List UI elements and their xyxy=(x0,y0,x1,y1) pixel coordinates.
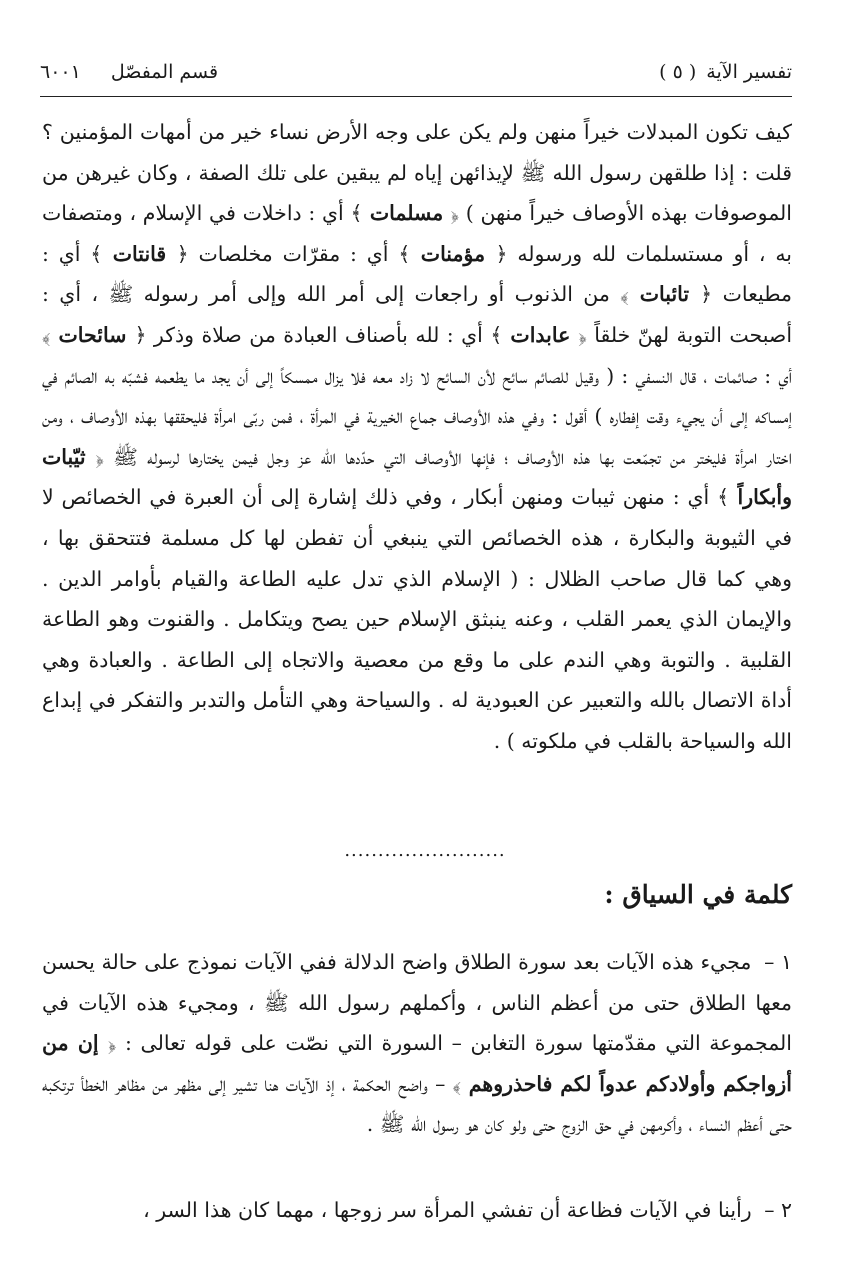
text-segment: كيف تكون المبدلات خيراً منهن ولم يكن على وجه الأرض نساء خير من أمهات المؤمنين ؟ قلت : إذا طلقهن رسول الله ﷺ لإيذائهن إياه لم يبقين على تلك الصفة ، وكان غيرهن من الموصوفات بهذه الأوصاف خيراً منهن ) xyxy=(42,120,793,226)
main-paragraph xyxy=(42,112,792,762)
list-item xyxy=(42,1190,792,1231)
bracket-open: ﴿ xyxy=(578,322,587,347)
running-header xyxy=(40,52,792,92)
text-segment: أي : مطيعات xyxy=(42,241,792,307)
term-text: سائحات xyxy=(58,322,127,347)
list-item xyxy=(42,942,792,1145)
section-separator: ........................ xyxy=(344,840,506,861)
term-text: تائبات xyxy=(639,282,690,307)
text-segment: – واضح الحكمة ، إذ الآيات هنا تشير إلى مظهر من مظاهر الخطأ ترتكبه حتى أعظم النساء ، وأكرمهن في حق الزوج حتى ولو كان هو رسول الله ﷺ . xyxy=(42,1071,792,1137)
term-text: عابدات xyxy=(510,322,571,347)
bracket-close: ﴾ xyxy=(90,241,103,266)
quranic-term xyxy=(90,242,188,266)
quranic-term xyxy=(42,323,146,347)
term-text: مؤمنات xyxy=(420,241,486,266)
text-segment: أي : داخلات في الإسلام ، ومتصفات به ، أو مستسلمات لله ورسوله xyxy=(42,201,793,266)
bracket-open: ﴿ xyxy=(134,322,147,347)
quranic-term xyxy=(490,323,587,347)
quote-text: إن من أزواجكم وأولادكم عدواً لكم فاحذروهم xyxy=(42,1031,792,1096)
text-segment: أي : مقرّات مخلصات xyxy=(188,241,399,266)
bracket-open: ﴿ xyxy=(176,241,189,266)
bracket-open: ﴿ xyxy=(107,1031,117,1056)
quranic-term xyxy=(620,282,712,306)
text-segment: رأينا في الآيات فظاعة أن تفشي المرأة سر زوجها ، مهما كان هذا السر ، xyxy=(143,1198,752,1222)
bracket-open: ﴿ xyxy=(495,241,508,266)
header-right xyxy=(659,61,792,83)
bracket-close: ﴾ xyxy=(398,241,411,266)
term-text: قانتات xyxy=(112,241,167,266)
text-segment: أي : لله بأصناف العبادة من صلاة وذكر xyxy=(146,322,491,347)
section-heading: كلمة في السياق : xyxy=(604,880,792,909)
bracket-close: ﴾ xyxy=(452,1071,461,1096)
header-rule xyxy=(40,96,792,97)
quranic-term xyxy=(398,242,507,266)
text-segment: أي : صائمات ، قال النسفي : ( وقيل للصائم سائح لأن السائح لا زاد معه فلا يزال ممسكاً إلى أن يجد ما يطعمه فشبّه به الصائم في إمساكه إلى أن يجيء وقت إفطاره ) أقول : وفي هذه الأوصاف جماع الخيرية في المرأة ، فمن ربّى امرأة فليحققها بهذه الأوصاف ، ومن اختار امرأة فليختر من تجمّعت بها هذه الأوصاف ؛ فإنها الأوصاف التي حدّدها الله عز وجل فيمن يختارها لرسوله ﷺ xyxy=(42,363,793,469)
text-segment: أي : منهن ثيبات ومنهن أبكار ، وفي ذلك إشارة إلى أن العبرة في الخصائص لا في الثيوبة والبكارة ، هذه الخصائص التي ينبغي أن تفطن لها كل مسلمة فتتحقق بها ، وهي كما قال صاحب الظلال : ( الإسلام الذي تدل عليه الطاعة والقيام بأوامر الدين . والإيمان الذي يعمر القلب ، وعنه ينبثق الإسلام حين يصح ويتكامل . والقنوت وهو الطاعة القلبية . والتوبة وهي الندم على ما وقع من معصية والاتجاه إلى الطاعة . والعبادة وهي أداة الاتصال بالله والتعبير عن العبودية له . والسياحة وهي التأمل والتدبر والتفكر في إبداع الله والسياحة بالقلب في ملكوته ) . xyxy=(42,485,792,753)
item-number: ٢ – xyxy=(764,1198,792,1222)
text-segment: مجيء هذه الآيات بعد سورة الطلاق واضح الدلالة ففي الآيات نموذج على حالة يحسن معها الطلاق حتى من أعظم الناس ، وأكملهم رسول الله ﷺ ، ومجيء هذه الآيات في المجموعة التي مقدّمتها سورة التغابن – السورة التي نصّت على قوله تعالى : xyxy=(42,950,792,1056)
header-section: قسم المفصّل xyxy=(110,61,219,83)
term-text: ثيّبات وأبكاراً xyxy=(42,444,792,510)
bracket-open: ﴿ xyxy=(700,282,713,307)
bracket-open: ﴿ xyxy=(450,201,460,226)
text-segment: من الذنوب أو راجعات إلى أمر الله وإلى أمر رسوله ﷺ ، أي : أصبحت التوبة لهنّ خلقاً xyxy=(42,282,793,347)
page-number: ٦٠٠١ xyxy=(40,61,81,83)
quranic-term xyxy=(350,201,459,225)
header-verse-number: ( ٥ ) xyxy=(659,61,697,83)
bracket-close: ﴾ xyxy=(490,322,503,347)
term-text: مسلمات xyxy=(369,201,444,226)
header-left xyxy=(40,61,218,83)
bracket-close: ﴾ xyxy=(717,485,730,510)
item-number: ١ – xyxy=(764,950,792,974)
bracket-close: ﴾ xyxy=(350,201,363,226)
header-title: تفسير الآية xyxy=(706,61,792,83)
bracket-close: ﴾ xyxy=(42,322,51,347)
bracket-close: ﴾ xyxy=(620,282,629,307)
bracket-open: ﴿ xyxy=(95,444,104,469)
